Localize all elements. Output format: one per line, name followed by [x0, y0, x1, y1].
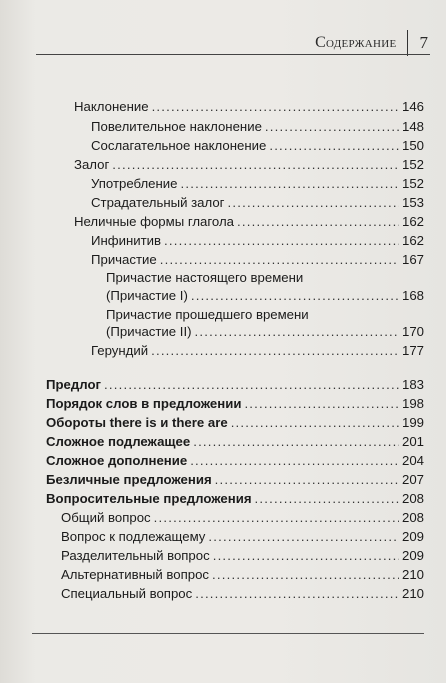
toc-entry-oboroty[interactable] [46, 414, 424, 431]
toc-entry-upotreblenie[interactable] [91, 175, 424, 192]
toc-entry-label: Герундий [91, 343, 149, 358]
toc-entry-page: 198 [401, 396, 424, 411]
toc-entry-page: 153 [401, 195, 424, 210]
toc-entry-page: 152 [401, 157, 424, 172]
toc-entry-spetsialny-vopros[interactable] [61, 585, 424, 602]
toc-entry-label: Неличные формы глагола [74, 214, 234, 229]
toc-leader-dots [160, 251, 399, 268]
toc-entry-predlog[interactable] [46, 376, 424, 393]
toc-leader-dots [255, 490, 399, 507]
toc-entry-page: 210 [401, 567, 424, 582]
toc-leader-dots [195, 323, 399, 340]
toc-entry-povelitelnoe[interactable] [91, 118, 424, 135]
toc-entry-voprositelnye[interactable] [46, 490, 424, 507]
header-page-number: 7 [419, 33, 428, 52]
toc-entry-label: Употребление [91, 176, 178, 191]
toc-entry-prichastie-1-line1: Причастие настоящего времени [106, 270, 304, 285]
toc-entry-page: 167 [401, 252, 424, 267]
toc-entry-page: 150 [401, 138, 424, 153]
toc-entry-prichastie-2[interactable] [106, 323, 424, 340]
toc-entry-zalog[interactable] [74, 156, 424, 173]
toc-entry-page: 204 [401, 453, 424, 468]
toc-entry-naklonenie[interactable] [74, 98, 424, 115]
toc-entry-slozhnoe-dopolnenie[interactable] [46, 452, 424, 469]
toc-leader-dots [154, 509, 399, 526]
toc-entry-page: 209 [401, 548, 424, 563]
toc-entry-label: Залог [74, 157, 110, 172]
toc-leader-dots [181, 175, 399, 192]
toc-entry-label: Сложное дополнение [46, 453, 188, 468]
toc-entry-label: Обороты there is и there are [46, 415, 228, 430]
toc-entry-page: 183 [401, 377, 424, 392]
toc-entry-page: 146 [401, 99, 424, 114]
toc-leader-dots [269, 137, 399, 154]
toc-entry-stradatelny[interactable] [91, 194, 424, 211]
footer-rule [32, 633, 424, 634]
toc-leader-dots [227, 194, 399, 211]
toc-leader-dots [244, 395, 399, 412]
toc-entry-label: Повелительное наклонение [91, 119, 262, 134]
toc-leader-dots [104, 376, 399, 393]
toc-entry-prichastie-2-line1: Причастие прошедшего времени [106, 307, 309, 322]
toc-entry-label: Страдательный залог [91, 195, 225, 210]
toc-entry-page: 168 [401, 288, 424, 303]
toc-entry-page: 201 [401, 434, 424, 449]
toc-entry-infinitiv[interactable] [91, 232, 424, 249]
toc-entry-page: 209 [401, 529, 424, 544]
toc-leader-dots [193, 433, 399, 450]
toc-entry-label: Специальный вопрос [61, 586, 193, 601]
toc-leader-dots [231, 414, 399, 431]
toc-leader-dots [212, 566, 399, 583]
toc-entry-soslagatelnoe[interactable] [91, 137, 424, 154]
toc-entry-label: Разделительный вопрос [61, 548, 210, 563]
header-title: Содержание [315, 34, 397, 51]
toc-entry-page: 177 [401, 343, 424, 358]
toc-leader-dots [152, 98, 399, 115]
toc-entry-label: Вопросительные предложения [46, 491, 252, 506]
toc-entry-label: Порядок слов в предложении [46, 396, 242, 411]
toc-entry-page: 208 [401, 510, 424, 525]
toc-entry-page: 208 [401, 491, 424, 506]
toc-entry-obshchiy-vopros[interactable] [61, 509, 424, 526]
toc-entry-page: 162 [401, 214, 424, 229]
toc-leader-dots [195, 585, 399, 602]
toc-entry-gerundiy[interactable] [91, 342, 424, 359]
toc-leader-dots [190, 452, 399, 469]
toc-entry-prichastie[interactable] [91, 251, 424, 268]
toc-entry-razdelitelny-vopros[interactable] [61, 547, 424, 564]
toc-entry-page: 148 [401, 119, 424, 134]
toc-entry-vopros-k-podlezhashchemu[interactable] [61, 528, 424, 545]
toc-entry-alternativny-vopros[interactable] [61, 566, 424, 583]
toc-leader-dots [164, 232, 399, 249]
toc-entry-label: (Причастие I) [106, 288, 188, 303]
toc-leader-dots [213, 547, 399, 564]
toc-entry-label: Безличные предложения [46, 472, 212, 487]
toc-entry-label: Альтернативный вопрос [61, 567, 210, 582]
toc-leader-dots [237, 213, 399, 230]
toc-entry-page: 162 [401, 233, 424, 248]
toc-entry-label: Инфинитив [91, 233, 162, 248]
toc-entry-label: Предлог [46, 377, 101, 392]
toc-entry-page: 199 [401, 415, 424, 430]
toc-entry-page: 210 [401, 586, 424, 601]
toc-leader-dots [265, 118, 399, 135]
toc-leader-dots [112, 156, 399, 173]
toc-entry-label: (Причастие II) [106, 324, 192, 339]
toc-entry-slozhnoe-podlezhashchee[interactable] [46, 433, 424, 450]
toc-leader-dots [151, 342, 399, 359]
toc-entry-label: Сослагательное наклонение [91, 138, 267, 153]
toc-entry-label: Вопрос к подлежащему [61, 529, 206, 544]
toc-leader-dots [208, 528, 399, 545]
toc-entry-prichastie-1[interactable] [106, 287, 424, 304]
toc-leader-dots [191, 287, 399, 304]
toc-entry-page: 170 [401, 324, 424, 339]
toc-entry-page: 152 [401, 176, 424, 191]
toc-entry-label: Общий вопрос [61, 510, 151, 525]
toc-entry-poryadok-slov[interactable] [46, 395, 424, 412]
toc-entry-label: Наклонение [74, 99, 149, 114]
toc-leader-dots [215, 471, 399, 488]
toc-entry-label: Сложное подлежащее [46, 434, 191, 449]
toc-entry-nelichnye[interactable] [74, 213, 424, 230]
toc-entry-bezlichnye[interactable] [46, 471, 424, 488]
toc-entry-label: Причастие [91, 252, 157, 267]
toc-entry-page: 207 [401, 472, 424, 487]
